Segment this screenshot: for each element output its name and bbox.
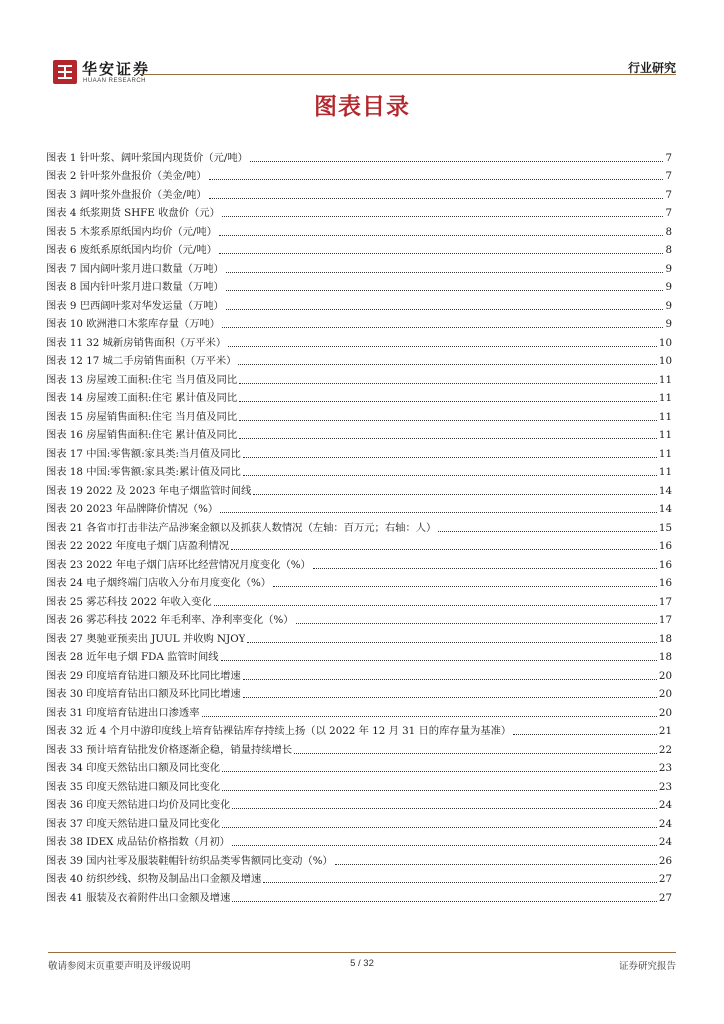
toc-entry-page: 11 bbox=[658, 447, 672, 460]
toc-entry-label: 图表 18 中国:零售额:家具类:累计值及同比 bbox=[46, 466, 241, 478]
toc-dot-leader bbox=[243, 457, 657, 458]
toc-entry-label: 图表 30 印度培育钻出口额及环比同比增速 bbox=[46, 688, 241, 700]
toc-entry-page: 18 bbox=[658, 651, 672, 663]
toc-entry-label: 图表 6 废纸系原纸国内均价（元/吨） bbox=[46, 244, 218, 256]
toc-entry-label: 图表 32 近 4 个月中游印度线上培育钻裸钻库存持续上扬（以 2022 年 12 月 31 日的库存量为基准） bbox=[46, 725, 512, 737]
toc-entry[interactable] bbox=[46, 220, 672, 239]
toc-entry-page: 17 bbox=[658, 595, 672, 608]
footer-disclaimer: 敬请参阅末页重要声明及评级说明 bbox=[48, 961, 191, 972]
toc-entry-page: 11 bbox=[658, 429, 672, 441]
huaan-logo-icon bbox=[53, 60, 77, 84]
report-section-label: 行业研究 bbox=[627, 61, 676, 75]
toc-entry-label: 图表 5 木浆系原纸国内均价（元/吨） bbox=[46, 225, 218, 238]
toc-entry-label: 图表 19 2022 及 2023 年电子烟监管时间线 bbox=[46, 484, 252, 497]
toc-entry-label: 图表 3 阔叶浆外盘报价（美金/吨） bbox=[46, 188, 207, 201]
toc-entry[interactable] bbox=[46, 498, 672, 517]
toc-dot-leader bbox=[438, 531, 657, 532]
toc-entry-label: 图表 4 纸浆期货 SHFE 收盘价（元） bbox=[46, 207, 220, 219]
toc-entry[interactable] bbox=[46, 757, 672, 776]
toc-entry-page: 9 bbox=[665, 299, 672, 312]
toc-entry-label: 图表 26 雾芯科技 2022 年毛利率、净利率变化（%） bbox=[46, 614, 294, 626]
toc-entry[interactable] bbox=[46, 664, 672, 683]
toc-entry[interactable] bbox=[46, 738, 672, 757]
toc-entry-page: 11 bbox=[658, 392, 672, 404]
toc-dot-leader bbox=[222, 827, 657, 828]
toc-entry[interactable] bbox=[46, 609, 672, 628]
toc-dot-leader bbox=[232, 845, 657, 846]
toc-entry[interactable] bbox=[46, 387, 672, 406]
toc-entry-label: 图表 35 印度天然钻进口额及同比变化 bbox=[46, 780, 221, 793]
toc-dot-leader bbox=[232, 808, 656, 809]
page-header bbox=[48, 57, 676, 91]
toc-entry-label: 图表 20 2023 年品牌降价情况（%） bbox=[46, 503, 219, 515]
toc-dot-leader bbox=[231, 549, 657, 550]
toc-dot-leader bbox=[313, 568, 657, 569]
toc-entry-page: 21 bbox=[658, 725, 672, 737]
toc-entry[interactable] bbox=[46, 350, 672, 369]
toc-entry[interactable] bbox=[46, 424, 672, 443]
toc-entry-page: 23 bbox=[658, 762, 672, 774]
toc-entry-label: 图表 23 2022 年电子烟门店环比经营情况月度变化（%） bbox=[46, 558, 311, 571]
toc-entry[interactable] bbox=[46, 202, 672, 221]
toc-entry-label: 图表 27 奥驰亚预卖出 JUUL 并收购 NJOY bbox=[46, 632, 246, 645]
toc-entry[interactable] bbox=[46, 331, 672, 350]
toc-dot-leader bbox=[222, 771, 657, 772]
header-divider bbox=[142, 74, 676, 75]
logo-name-cn: 华安证券 bbox=[82, 60, 151, 78]
toc-entry-label: 图表 39 国内社零及服装鞋帽针纺织品类零售额同比变动（%） bbox=[46, 854, 333, 867]
toc-entry-label: 图表 36 印度天然钻进口均价及同比变化 bbox=[46, 799, 231, 811]
toc-entry-label: 图表 14 房屋竣工面积:住宅 累计值及同比 bbox=[46, 392, 238, 404]
toc-entry[interactable] bbox=[46, 627, 672, 646]
toc-entry[interactable] bbox=[46, 849, 672, 868]
toc-dot-leader bbox=[239, 401, 657, 402]
toc-entry-page: 9 bbox=[665, 281, 672, 293]
page-footer bbox=[48, 958, 676, 972]
toc-entry-label: 图表 28 近年电子烟 FDA 监管时间线 bbox=[46, 651, 219, 663]
toc-entry[interactable] bbox=[46, 313, 672, 332]
toc-entry-label: 图表 12 17 城二手房销售面积（万平米） bbox=[46, 355, 237, 367]
toc-entry[interactable] bbox=[46, 701, 672, 720]
toc-entry[interactable] bbox=[46, 572, 672, 591]
toc-entry-page: 10 bbox=[658, 336, 672, 349]
toc-entry[interactable] bbox=[46, 646, 672, 665]
toc-entry[interactable] bbox=[46, 442, 672, 461]
toc-dot-leader bbox=[243, 697, 657, 698]
toc-entry-page: 11 bbox=[658, 373, 672, 386]
toc-dot-leader bbox=[222, 327, 663, 328]
toc-entry[interactable] bbox=[46, 775, 672, 794]
toc-entry-page: 10 bbox=[658, 355, 672, 367]
toc-entry[interactable] bbox=[46, 239, 672, 258]
page-title: 图表目录 bbox=[314, 93, 410, 120]
toc-entry-page: 14 bbox=[658, 484, 672, 497]
toc-entry-label: 图表 16 房屋销售面积:住宅 累计值及同比 bbox=[46, 429, 238, 441]
toc-entry[interactable] bbox=[46, 831, 672, 850]
toc-dot-leader bbox=[243, 679, 657, 680]
toc-dot-leader bbox=[220, 512, 657, 513]
toc-entry-label: 图表 22 2022 年度电子烟门店盈利情况 bbox=[46, 540, 229, 552]
toc-entry[interactable] bbox=[46, 868, 672, 887]
toc-dot-leader bbox=[239, 383, 657, 384]
toc-entry-page: 24 bbox=[658, 836, 672, 848]
toc-entry-page: 7 bbox=[665, 151, 672, 164]
toc-entry-label: 图表 17 中国:零售额:家具类:当月值及同比 bbox=[46, 447, 241, 460]
toc-entry-page: 8 bbox=[665, 225, 672, 238]
toc-dot-leader bbox=[226, 272, 664, 273]
toc-entry-page: 20 bbox=[658, 688, 672, 700]
logo-name-en: HUAAN RESEARCH bbox=[83, 78, 147, 84]
toc-entry-page: 7 bbox=[665, 207, 672, 219]
toc-dot-leader bbox=[202, 716, 657, 717]
toc-entry-label: 图表 41 服装及衣着附件出口金额及增速 bbox=[46, 891, 231, 904]
toc-entry-label: 图表 8 国内针叶浆月进口数量（万吨） bbox=[46, 281, 224, 293]
toc-entry-label: 图表 7 国内阔叶浆月进口数量（万吨） bbox=[46, 262, 224, 275]
toc-dot-leader bbox=[263, 882, 657, 883]
toc-entry[interactable] bbox=[46, 405, 672, 424]
toc-dot-leader bbox=[239, 438, 657, 439]
page-number: 5 / 32 bbox=[350, 958, 374, 969]
toc-entry[interactable] bbox=[46, 812, 672, 831]
toc-entry-page: 24 bbox=[658, 799, 672, 811]
toc-entry[interactable] bbox=[46, 257, 672, 276]
toc-entry[interactable] bbox=[46, 720, 672, 739]
toc-dot-leader bbox=[294, 753, 657, 754]
toc-entry-label: 图表 2 针叶浆外盘报价（美金/吨） bbox=[46, 170, 207, 182]
toc-entry[interactable] bbox=[46, 683, 672, 702]
toc-dot-leader bbox=[239, 420, 657, 421]
toc-entry[interactable] bbox=[46, 886, 672, 905]
toc-dot-leader bbox=[209, 179, 664, 180]
toc-dot-leader bbox=[214, 605, 657, 606]
toc-entry-page: 9 bbox=[665, 318, 672, 330]
toc-entry-label: 图表 13 房屋竣工面积:住宅 当月值及同比 bbox=[46, 373, 238, 386]
toc-entry-page: 22 bbox=[658, 743, 672, 756]
toc-entry-page: 7 bbox=[665, 170, 672, 182]
toc-entry-page: 14 bbox=[658, 503, 672, 515]
toc-entry-page: 20 bbox=[658, 669, 672, 682]
toc-entry-label: 图表 40 纺织纱线、织物及制品出口金额及增速 bbox=[46, 873, 262, 885]
toc-entry-page: 15 bbox=[658, 521, 672, 534]
toc-entry-label: 图表 33 预计培育钻批发价格逐渐企稳，销量持续增长 bbox=[46, 743, 293, 756]
toc-dot-leader bbox=[335, 864, 657, 865]
toc-entry-page: 16 bbox=[658, 540, 672, 552]
toc-entry[interactable] bbox=[46, 294, 672, 313]
toc-entry-label: 图表 21 各省市打击非法产品涉案金额以及抓获人数情况（左轴：百万元；右轴：人） bbox=[46, 521, 437, 534]
toc-entry-label: 图表 9 巴西阔叶浆对华发运量（万吨） bbox=[46, 299, 224, 312]
toc-entry[interactable] bbox=[46, 165, 672, 184]
footer-divider bbox=[48, 952, 676, 953]
toc-entry-page: 23 bbox=[658, 780, 672, 793]
toc-entry-page: 11 bbox=[658, 466, 672, 478]
toc-dot-leader bbox=[513, 734, 657, 735]
toc-entry[interactable] bbox=[46, 183, 672, 202]
toc-entry[interactable] bbox=[46, 368, 672, 387]
toc-dot-leader bbox=[226, 290, 664, 291]
toc-entry-page: 27 bbox=[658, 873, 672, 885]
toc-dot-leader bbox=[238, 364, 656, 365]
toc-entry[interactable] bbox=[46, 516, 672, 535]
toc-entry-page: 27 bbox=[658, 891, 672, 904]
toc-entry-page: 24 bbox=[658, 817, 672, 830]
toc-dot-leader bbox=[273, 586, 657, 587]
toc-entry-label: 图表 1 针叶浆、阔叶浆国内现货价（元/吨） bbox=[46, 151, 248, 164]
toc-entry-label: 图表 37 印度天然钻进口量及同比变化 bbox=[46, 817, 221, 830]
toc-dot-leader bbox=[222, 790, 657, 791]
toc-entry[interactable] bbox=[46, 590, 672, 609]
toc-entry-label: 图表 24 电子烟终端门店收入分布月度变化（%） bbox=[46, 577, 272, 589]
toc-entry[interactable] bbox=[46, 146, 672, 165]
toc-dot-leader bbox=[219, 235, 663, 236]
toc-dot-leader bbox=[232, 901, 656, 902]
toc-dot-leader bbox=[222, 216, 664, 217]
toc-entry-label: 图表 31 印度培育钻进出口渗透率 bbox=[46, 706, 200, 719]
toc-entry-page: 20 bbox=[658, 706, 672, 719]
toc-dot-leader bbox=[209, 198, 664, 199]
toc-entry-page: 26 bbox=[658, 854, 672, 867]
toc-entry[interactable] bbox=[46, 553, 672, 572]
toc-entry-label: 图表 15 房屋销售面积:住宅 当月值及同比 bbox=[46, 410, 238, 423]
toc-dot-leader bbox=[247, 642, 656, 643]
toc-entry-page: 18 bbox=[658, 632, 672, 645]
toc-dot-leader bbox=[296, 623, 657, 624]
toc-entry-page: 9 bbox=[665, 262, 672, 275]
toc-dot-leader bbox=[253, 494, 656, 495]
toc-entry-page: 16 bbox=[658, 577, 672, 589]
toc-entry-label: 图表 29 印度培育钻进口额及环比同比增速 bbox=[46, 669, 241, 682]
toc-entry-label: 图表 11 32 城新房销售面积（万平米） bbox=[46, 336, 227, 349]
toc-dot-leader bbox=[226, 309, 664, 310]
toc-entry-page: 16 bbox=[658, 558, 672, 571]
toc-entry-page: 7 bbox=[665, 188, 672, 201]
toc-dot-leader bbox=[221, 660, 657, 661]
toc-entry-label: 图表 25 雾芯科技 2022 年收入变化 bbox=[46, 595, 212, 608]
toc-entry[interactable] bbox=[46, 461, 672, 480]
toc-entry-label: 图表 10 欧洲港口木浆库存量（万吨） bbox=[46, 318, 221, 330]
toc-dot-leader bbox=[228, 346, 657, 347]
toc-entry[interactable] bbox=[46, 479, 672, 498]
toc-entry-page: 8 bbox=[665, 244, 672, 256]
toc-dot-leader bbox=[243, 475, 657, 476]
footer-report-type: 证券研究报告 bbox=[618, 961, 676, 972]
toc-dot-leader bbox=[219, 253, 663, 254]
toc-entry[interactable] bbox=[46, 276, 672, 295]
toc-entry[interactable] bbox=[46, 535, 672, 554]
toc-entry[interactable] bbox=[46, 794, 672, 813]
table-of-figures bbox=[46, 146, 672, 905]
toc-entry-label: 图表 38 IDEX 成品钻价格指数（月初） bbox=[46, 836, 230, 848]
toc-entry-page: 17 bbox=[658, 614, 672, 626]
toc-entry-page: 11 bbox=[658, 410, 672, 423]
toc-dot-leader bbox=[250, 161, 664, 162]
toc-entry-label: 图表 34 印度天然钻出口额及同比变化 bbox=[46, 762, 221, 774]
